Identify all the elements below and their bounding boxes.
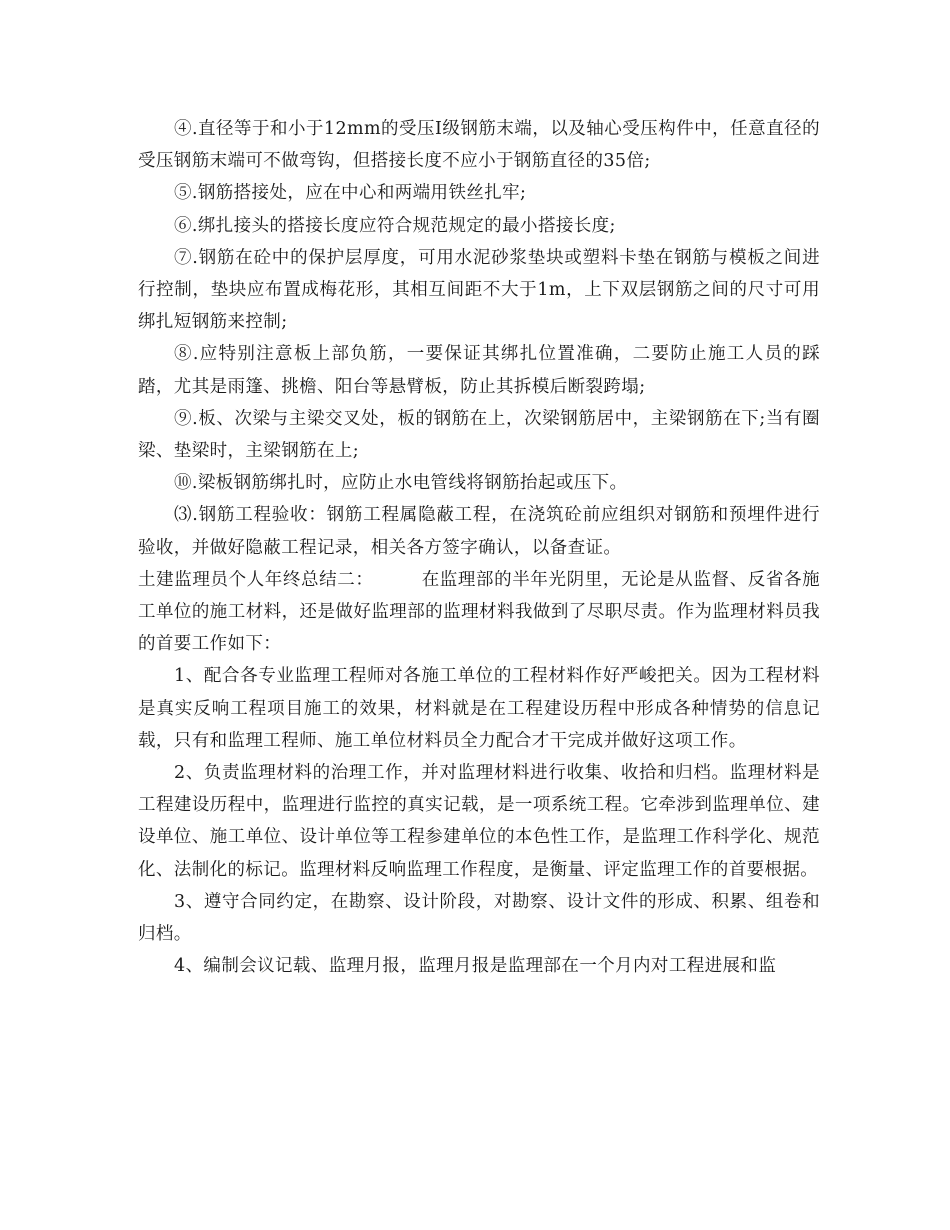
paragraph-acceptance: ⑶.钢筋工程验收：钢筋工程属隐蔽工程，在浇筑砼前应组织对钢筋和预埋件进行验收，并做好隐蔽工程记录，相关各方签字确认，以备查证。 [138,505,820,558]
section-heading: 土建监理员个人年终总结二： [138,569,374,590]
paragraph-duty-2: 2、负责监理材料的治理工作，并对监理材料进行收集、收拾和归档。监理材料是工程建设历程中，监理进行监控的真实记载，是一项系统工程。它牵涉到监理单位、建设单位、施工单位、设计单位等工程参建单位的本色性工作，是监理工作科学化、规范化、法制化的标记。监理材料反响监理工作程度，是衡量、评定监理工作的首要根据。 [138,763,820,880]
paragraph-item-10: ⑩.梁板钢筋绑扎时，应防止水电管线将钢筋抬起或压下。 [174,473,628,494]
paragraph-duty-3: 3、遵守合同约定，在勘察、设计阶段，对勘察、设计文件的形成、积累、组卷和归档。 [138,891,820,945]
paragraph-item-5: ⑤.钢筋搭接处，应在中心和两端用铁丝扎牢; [174,183,527,204]
paragraph-item-6: ⑥.绑扎接头的搭接长度应符合规范规定的最小搭接长度; [174,215,616,236]
paragraph-item-7: ⑦.钢筋在砼中的保护层厚度，可用水泥砂浆垫块或塑料卡垫在钢筋与模板之间进行控制，垫块应布置成梅花形，其相互间距不大于1m，上下双层钢筋之间的尺寸可用绑扎短钢筋来控制; [138,247,820,333]
paragraph-item-4: ④.直径等于和小于12mm的受压Ⅰ级钢筋末端，以及轴心受压构件中，任意直径的受压钢筋末端可不做弯钩，但搭接长度不应小于钢筋直径的35倍; [138,119,820,172]
section-intro-text: 在监理部的半年光阴里，无论是从监督、反省各施工单位的施工材料，还是做好监理部的监理材料我做到了尽职尽责。作为监理材料员我的首要工作如下： [138,569,820,655]
paragraph-duty-1: 1、配合各专业监理工程师对各施工单位的工程材料作好严峻把关。因为工程材料是真实反响工程项目施工的效果，材料就是在工程建设历程中形成各种情势的信息记载，只有和监理工程师、施工单位材料员全力配合才干完成并做好这项工作。 [138,666,820,751]
paragraph-summary-intro [138,564,820,661]
paragraph-duty-4: 4、编制会议记载、监理月报，监理月报是监理部在一个月内对工程进展和监 [174,956,777,977]
document-body [138,113,820,982]
paragraph-item-9: ⑨.板、次梁与主梁交叉处，板的钢筋在上，次梁钢筋居中，主梁钢筋在下;当有圈梁、垫梁时，主梁钢筋在上; [138,408,820,462]
paragraph-item-8: ⑧.应特别注意板上部负筋，一要保证其绑扎位置准确，二要防止施工人员的踩踏，尤其是雨篷、挑檐、阳台等悬臂板，防止其拆模后断裂跨塌; [138,344,820,397]
